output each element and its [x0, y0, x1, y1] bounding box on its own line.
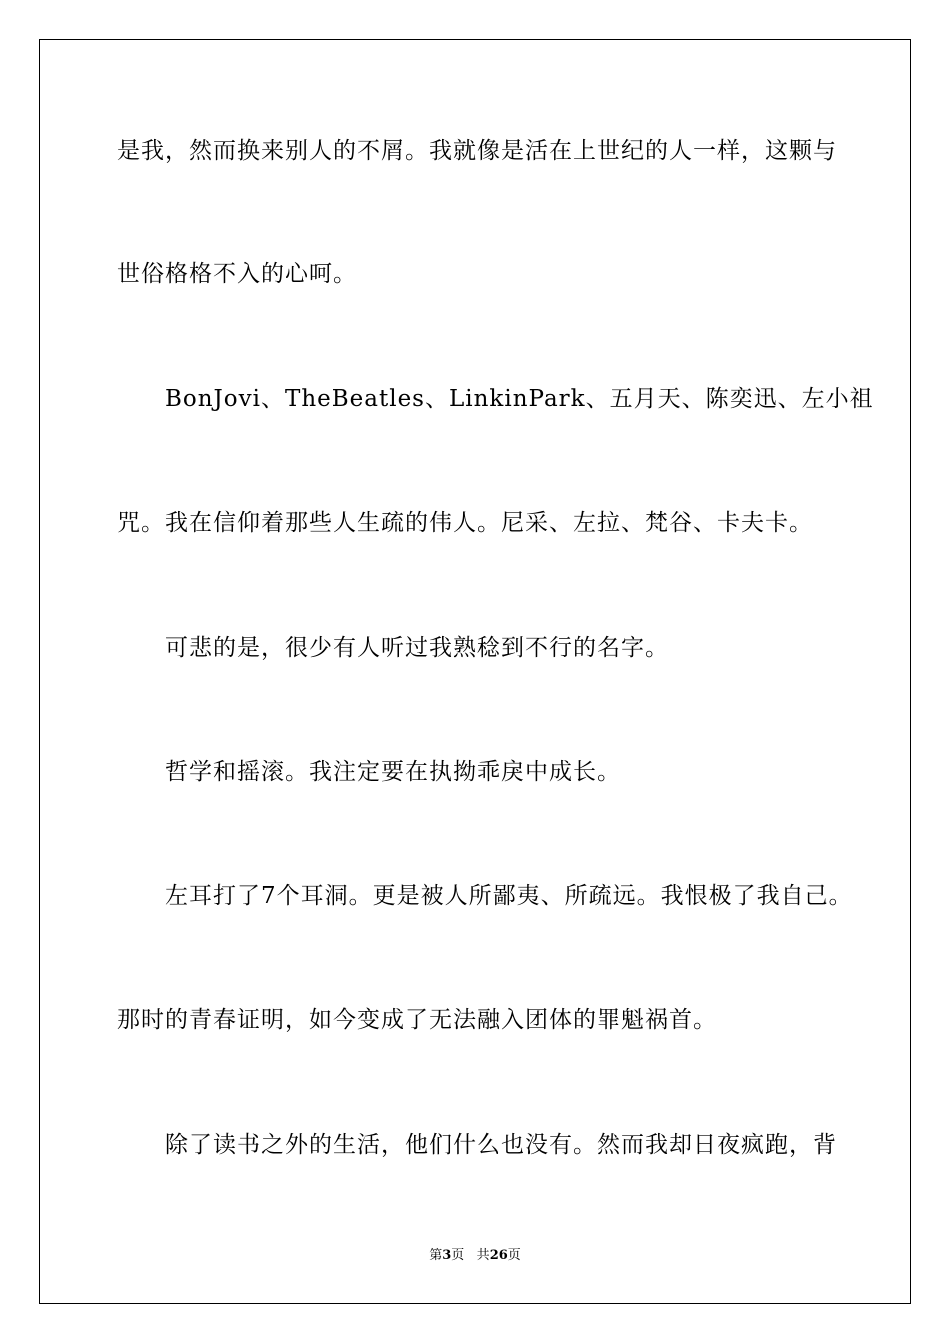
text-line: 可悲的是，很少有人听过我熟稔到不行的名字。 — [165, 635, 669, 661]
text-line: 世俗格格不入的心呵。 — [117, 261, 357, 287]
footer-total-suffix: 页 — [507, 1248, 521, 1263]
footer-total-prefix: 共 — [476, 1248, 490, 1263]
text-line: 左耳打了7个耳洞。更是被人所鄙夷、所疏远。我恨极了我自己。 — [165, 883, 853, 909]
footer-prefix: 第 — [429, 1248, 443, 1263]
text-line: 是我，然而换来别人的不屑。我就像是活在上世纪的人一样，这颗与 — [117, 138, 837, 164]
text-line: 咒。我在信仰着那些人生疏的伟人。尼采、左拉、梵谷、卡夫卡。 — [117, 510, 813, 536]
text-line: 哲学和摇滚。我注定要在执拗乖戾中成长。 — [165, 759, 621, 785]
text-line: BonJovi、TheBeatles、LinkinPark、五月天、陈奕迅、左小祖 — [165, 386, 874, 412]
footer-page-suffix: 页 — [451, 1248, 465, 1263]
page-footer — [0, 1248, 950, 1264]
text-line: 除了读书之外的生活，他们什么也没有。然而我却日夜疯跑，背 — [165, 1132, 837, 1158]
page-number: 3 — [442, 1248, 452, 1263]
page-border — [39, 39, 911, 1304]
text-line: 那时的青春证明，如今变成了无法融入团体的罪魁祸首。 — [117, 1007, 717, 1033]
total-pages: 26 — [489, 1248, 508, 1263]
